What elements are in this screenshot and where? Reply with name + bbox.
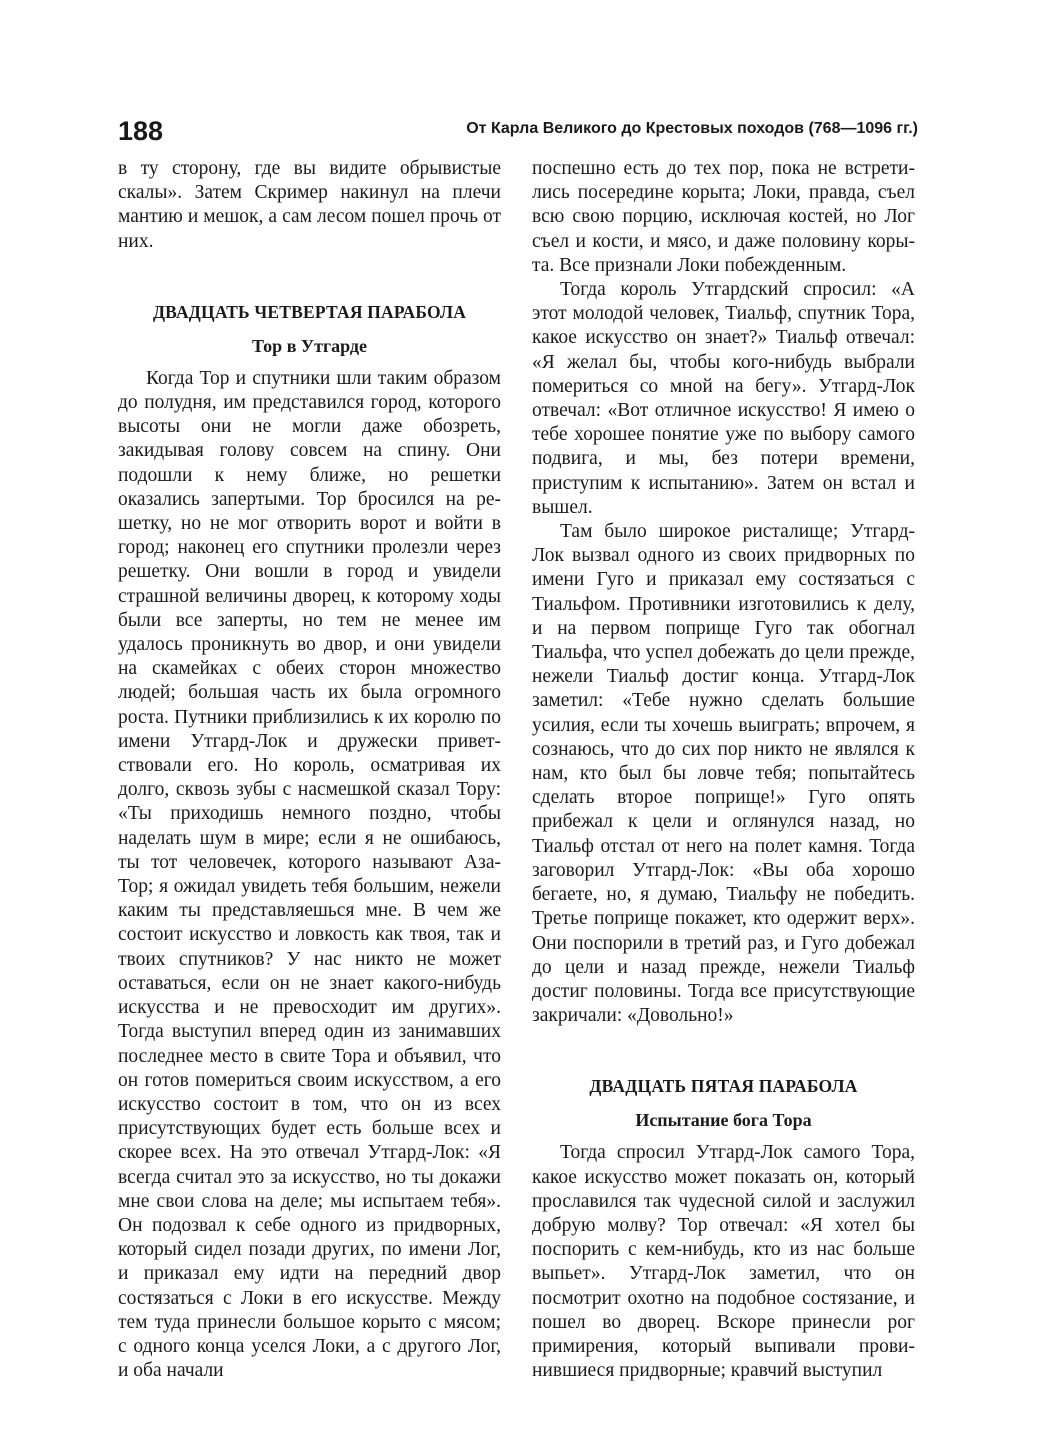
page-number: 188 <box>118 116 164 146</box>
section-subheading: Испытание бога Тора <box>635 1110 812 1131</box>
section-subheading: Тор в Утгарде <box>251 335 368 356</box>
paragraph: Тогда король Утгардский спросил: «А этот молодой человек, Тиальф, спутник Тора, какое искусство он знает?» Тиальф отвечал: «Я желал бы, чтобы кого-нибудь выбрали помериться со мной на бегу». Утгард-Лок отвечал: «Вот отличное искусство! Я имею о тебе хорошее понятие уже по выбору самого подвига, и мы, без потери времени, приступим к испытанию». Затем он встал и вышел. <box>532 279 915 518</box>
right-column <box>532 157 915 1383</box>
paragraph: поспешно есть до тех пор, пока не встретились посередине корыта; Локи, правда, съел всю свою порцию, исключая костей, но Лог съел и кости, и мясо, и даже половину корыта. Все признали Локи побежденным. <box>532 158 915 276</box>
section-heading: ДВАДЦАТЬ ПЯТАЯ ПАРАБОЛА <box>589 1076 858 1097</box>
page-header <box>118 112 918 152</box>
section-heading: ДВАДЦАТЬ ЧЕТВЕРТАЯ ПАРАБОЛА <box>152 301 467 322</box>
paragraph: Тогда спросил Утгард-Лок самого Тора, какое искусство может показать он, который прославился так чудесной силой и заслужил добрую молву? Тор отвечал: «Я хотел бы поспорить с кем-нибудь, кто из нас больше выпьет». Утгард-Лок заметил, что он посмотрит охотно на подобное состязание, и пошел во дворец. Вскоре принесли рог примирения, который выпивали провинившиеся придворные; кравчий выступил <box>532 1142 915 1382</box>
running-title: От Карла Великого до Крестовых походов (768—1096 гг.) <box>466 120 918 137</box>
left-column <box>118 157 501 1383</box>
paragraph: Когда Тор и спутники шли таким образом до полудня, им представился город, которого высоты они не могли даже обозреть, закидывая голову совсем на спину. Они подошли к нему ближе, но решетки оказались запертыми. Тор бросился на решетку, но не мог отворить ворот и войти в город; наконец его спутники пролезли через решетку. Они вошли в город и увидели страшной величины дворец, к которому ходы были все заперты, но тем не менее им удалось проникнуть во двор, и они увидели на скамейках с обеих сторон множество людей; большая часть их была огромного роста. Путники приблизились к их королю по имени Утгард-Лок и дружески приветствовали его. Но король, осматривая их долго, сквозь зубы с насмешкой сказал Тору: «Ты приходишь немного поздно, чтобы наделать шум в мире; если я не ошибаюсь, ты тот человечек, которого называют Аза-Тор; я ожидал увидеть тебя большим, нежели каким ты представляешься мне. В чем же состоит искусство и ловкость как твоя, так и твоих спутников? У нас никто не может оставаться, если он не знает какого-нибудь искусства и не превосходит им других». Тогда выступил вперед один из занимавших последнее место в свите Тора и объявил, что он готов помериться своим искусством, а его искусство состоит в том, что он из всех присутствующих будет есть больше всех и скорее всех. На это отвечал Утгард-Лок: «Я всегда считал это за искусство, но ты докажи мне свои слова на деле; мы испытаем тебя». Он подозвал к себе одного из придворных, который сидел позади других, по имени Лог, и приказал ему идти на передний двор состязаться с Локи в его искусстве. Между тем туда принесли большое корыто с мясом; с одного конца уселся Локи, а с другого Лог, и оба начали <box>118 367 501 1382</box>
paragraph: в ту сторону, где вы видите обрывистые скалы». Затем Скример накинул на плечи мантию и мешок, а сам лесом пошел прочь от них. <box>118 158 501 252</box>
paragraph: Там было широкое ристалище; Утгард-Лок вызвал одного из своих придворных по имени Гуго и приказал ему состязаться с Тиальфом. Противники изготовились к делу, и на первом поприще Гуго так обогнал Тиальфа, что успел добежать до цели прежде, нежели Тиальф достиг конца. Утгард-Лок заметил: «Тебе нужно сделать большие усилия, если ты хочешь выиграть; впрочем, я сознаюсь, что до сих пор никто не являлся к нам, кто был бы ловче тебя; попытайтесь сделать второе поприще!» Гуго опять прибежал к цели и оглянулся назад, но Тиальф отстал от него на полет камня. Тогда заговорил Утгард-Лок: «Вы оба хорошо бегаете, но, я думаю, Тиальфу не победить. Третье поприще покажет, кто одержит верх». Они поспорили в третий раз, и Гуго добежал до цели и назад прежде, нежели Тиальф достиг половины. Тогда все присутствующие закричали: «Довольно!» <box>532 521 915 1027</box>
